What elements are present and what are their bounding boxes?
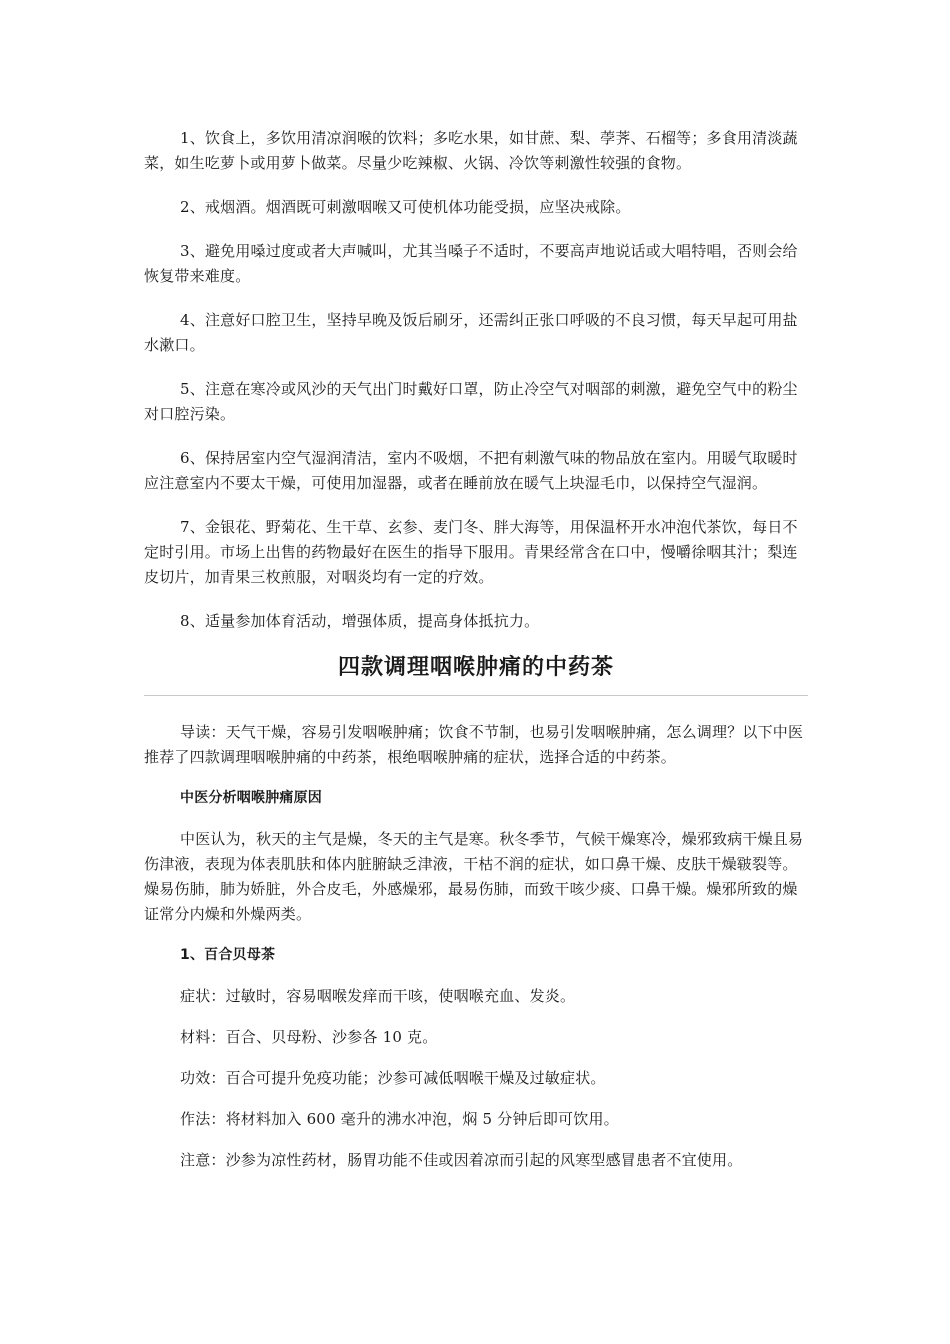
article-body — [144, 720, 808, 968]
tea-note: 注意：沙参为凉性药材，肠胃功能不佳或因着凉而引起的风寒型感冒患者不宜使用。 — [180, 1151, 743, 1169]
tip-item: 5、注意在寒冷或风沙的天气出门时戴好口罩，防止冷空气对咽部的刺激，避免空气中的粉尘对口腔污染。 — [144, 380, 798, 423]
intro-paragraph: 导读：天气干燥，容易引发咽喉肿痛；饮食不节制，也易引发咽喉肿痛，怎么调理？以下中医推荐了四款调理咽喉肿痛的中药茶，根绝咽喉肿痛的症状，选择合适的中药茶。 — [144, 723, 804, 766]
tip-item: 4、注意好口腔卫生，坚持早晚及饭后刷牙，还需纠正张口呼吸的不良习惯，每天早起可用盐水漱口。 — [144, 311, 798, 354]
tip-item: 7、金银花、野菊花、生干草、玄参、麦门冬、胖大海等，用保温杯开水冲泡代茶饮，每日不定时引用。市场上出售的药物最好在医生的指导下服用。青果经常含在口中，慢嚼徐咽其汁；梨连皮切片，加青果三枚煎服，对咽炎均有一定的疗效。 — [144, 518, 798, 586]
article-title: 四款调理咽喉肿痛的中药茶 — [337, 655, 614, 680]
tip-item: 8、适量参加体育活动，增强体质，提高身体抵抗力。 — [180, 612, 540, 630]
tip-item: 6、保持居室内空气湿润清洁，室内不吸烟，不把有刺激气味的物品放在室内。用暖气取暖时应注意室内不要太干燥，可使用加湿器，或者在睡前放在暖气上块湿毛巾，以保持空气湿润。 — [144, 449, 798, 492]
tip-item: 2、戒烟酒。烟酒既可刺激咽喉又可使机体功能受损，应坚决戒除。 — [180, 198, 631, 216]
title-divider — [144, 695, 808, 696]
tips-list — [144, 126, 808, 634]
tip-item: 1、饮食上，多饮用清凉润喉的饮料；多吃水果，如甘蔗、梨、荸荠、石榴等；多食用清淡蔬菜，如生吃萝卜或用萝卜做菜。尽量少吃辣椒、火锅、冷饮等刺激性较强的食物。 — [144, 129, 798, 172]
document-content — [144, 126, 808, 1189]
tea-materials: 材料：百合、贝母粉、沙参各 10 克。 — [180, 1028, 438, 1046]
tea-effects: 功效：百合可提升免疫功能；沙参可减低咽喉干燥及过敏症状。 — [180, 1069, 606, 1087]
analysis-paragraph: 中医认为，秋天的主气是燥，冬天的主气是寒。秋冬季节，气候干燥寒冷，燥邪致病干燥且易伤津液，表现为体表肌肤和体内脏腑缺乏津液，干枯不润的症状，如口鼻干燥、皮肤干燥皲裂等。燥易伤肺，肺为娇脏，外合皮毛，外感燥邪，最易伤肺，而致干咳少痰、口鼻干燥。燥邪所致的燥证常分内燥和外燥两类。 — [144, 830, 804, 923]
analysis-heading: 中医分析咽喉肿痛原因 — [180, 790, 322, 806]
tea-symptoms: 症状：过敏时，容易咽喉发痒而干咳，使咽喉充血、发炎。 — [180, 987, 576, 1005]
tea-details — [144, 984, 808, 1173]
tip-item: 3、避免用嗓过度或者大声喊叫，尤其当嗓子不适时，不要高声地说话或大唱特唱，否则会给恢复带来难度。 — [144, 242, 798, 285]
tea-heading: 1、百合贝母茶 — [180, 947, 276, 963]
tea-method: 作法：将材料加入 600 毫升的沸水冲泡，焖 5 分钟后即可饮用。 — [180, 1110, 619, 1128]
